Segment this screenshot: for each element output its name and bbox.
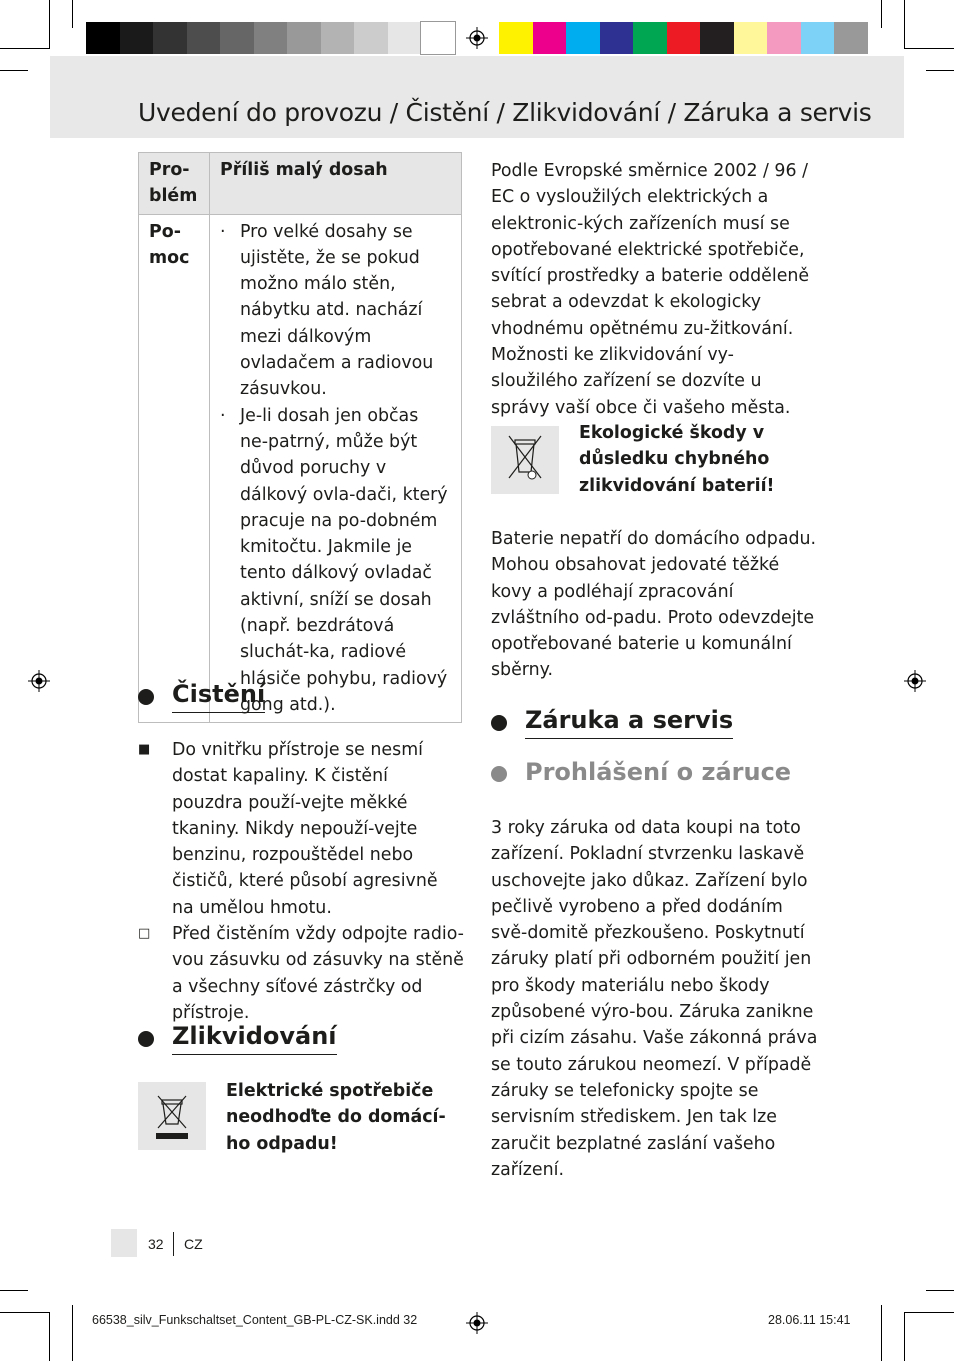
registration-mark-icon xyxy=(28,670,50,692)
crop-mark xyxy=(926,70,954,71)
gray-swatch xyxy=(254,22,288,54)
crop-mark xyxy=(904,1313,905,1361)
battery-paragraph: Baterie nepatří do domácího odpadu. Mohou obsahovat jedovaté těžké kovy a podléhají zpracování zvláštního od-padu. Proto odevzdejte opotřebované baterie u komunální sběrny. xyxy=(491,529,817,681)
disposal-warning: Elektrické spotřebiče neodhoďte do domácí-ho odpadu! xyxy=(226,1081,446,1154)
gray-swatch xyxy=(354,22,388,54)
color-swatch xyxy=(533,22,567,54)
gray-swatch xyxy=(388,22,422,54)
table-row xyxy=(139,153,462,215)
bullet-mark: · xyxy=(220,405,226,426)
page-number: 32 xyxy=(148,1236,164,1252)
warranty-subheading-text: Prohlášení o záruce xyxy=(525,758,792,786)
color-swatch xyxy=(700,22,734,54)
crop-mark xyxy=(72,1305,73,1361)
file-name: 66538_silv_Funkschaltset_Content_GB-PL-CZ-SK.indd 32 xyxy=(92,1313,418,1327)
gray-swatch xyxy=(220,22,254,54)
color-swatch xyxy=(834,22,868,54)
list-item xyxy=(138,921,464,1026)
help-cell xyxy=(210,214,462,723)
disposal-paragraph: Podle Evropské směrnice 2002 / 96 / EC o vysloužilých elektrických a elektronic-kých zařízeních musí se opotřebované elektrické spotřebiče, svítící prostředky a baterie odděleně sebrat a odevzdat k ekologicky vhodnému opětnému zu-žitkování. Možnosti ke zlikvidování vy-sloužilého zařízení se dozvíte u správy vaší obce či vašeho města. xyxy=(491,161,810,418)
gray-swatch xyxy=(153,22,187,54)
bullet-mark: · xyxy=(220,221,226,242)
crop-mark xyxy=(904,48,954,49)
color-swatch xyxy=(499,22,533,54)
gray-swatch xyxy=(187,22,221,54)
page-title: Uvedení do provozu / Čistění / Zlikvidování / Záruka a servis xyxy=(138,98,872,127)
cleaning-heading xyxy=(138,680,265,713)
help-label: Po- moc xyxy=(139,214,210,723)
color-swatch xyxy=(801,22,835,54)
bullet-text: Je-li dosah jen občas ne-patrný, může být důvod poruchy v dálkový ovla-dači, který pracuje na po-dobném kmitočtu. Jakmile je tento dálkový ovladač aktivní, sníží se dosah (např. bezdrátová sluchát-ka, radiové hlásiče pohybu, radiový gong atd.). xyxy=(240,405,448,715)
crop-mark xyxy=(926,1290,954,1291)
crop-mark xyxy=(0,70,28,71)
filled-square-icon: ■ xyxy=(138,742,151,757)
gray-swatch xyxy=(321,22,355,54)
crop-mark xyxy=(49,1313,50,1361)
warranty-heading xyxy=(491,706,733,739)
registration-mark-icon xyxy=(466,27,488,49)
battery-warning: Ekologické škody v důsledku chybného zlikvidování baterií! xyxy=(579,423,775,496)
crop-mark xyxy=(881,0,882,28)
list-item xyxy=(220,219,451,403)
cleaning-heading-text: Čistění xyxy=(172,680,265,713)
color-swatch xyxy=(566,22,600,54)
section-bullet-icon xyxy=(138,689,154,705)
problem-label: Pro- blém xyxy=(139,153,210,215)
color-swatch xyxy=(633,22,667,54)
problem-value: Příliš malý dosah xyxy=(210,153,462,215)
color-swatch xyxy=(600,22,634,54)
disposal-heading-text: Zlikvidování xyxy=(172,1022,337,1055)
print-date: 28.06.11 15:41 xyxy=(768,1313,851,1327)
list-item xyxy=(138,737,464,921)
gray-swatch xyxy=(120,22,154,54)
section-bullet-icon xyxy=(491,766,507,782)
crop-mark xyxy=(904,1312,954,1313)
crop-mark xyxy=(49,0,50,48)
list-item-text: Do vnitřku přístroje se nesmí dostat kapaliny. K čistění pouzdra použí-vejte měkké tkaniny. Nikdy nepouží-vejte benzinu, rozpouštědel nebo čističů, které působí agresivně na umělou hmotu. xyxy=(172,740,438,918)
crop-mark xyxy=(0,1312,50,1313)
color-swatch xyxy=(734,22,768,54)
table-row xyxy=(139,214,462,723)
gray-swatch xyxy=(86,22,120,54)
cleaning-list xyxy=(138,737,464,1026)
page-number-box xyxy=(111,1229,137,1257)
section-bullet-icon xyxy=(138,1031,154,1047)
color-swatch xyxy=(767,22,801,54)
crop-mark xyxy=(72,0,73,28)
footer-divider xyxy=(173,1232,174,1256)
bullet-text: Pro velké dosahy se ujistěte, že se pokud možno málo stěn, nábytku atd. nachází mezi dálkovým ovladačem a radiovou zásuvkou. xyxy=(240,221,434,400)
gray-swatch xyxy=(287,22,321,54)
empty-square-icon: □ xyxy=(138,926,151,942)
warranty-heading-text: Záruka a servis xyxy=(525,706,733,739)
crop-mark xyxy=(0,1290,28,1291)
crop-mark xyxy=(904,0,905,48)
list-item xyxy=(220,403,451,719)
troubleshooting-table xyxy=(138,152,462,723)
crossed-bin-battery-icon xyxy=(491,426,559,494)
crossed-bin-icon xyxy=(138,1082,206,1150)
language-code: CZ xyxy=(184,1236,203,1252)
registration-mark-icon xyxy=(466,1312,488,1334)
crop-mark xyxy=(0,48,50,49)
registration-mark-icon xyxy=(904,670,926,692)
section-bullet-icon xyxy=(491,715,507,731)
warranty-subheading xyxy=(491,758,791,790)
warranty-paragraph: 3 roky záruka od data koupi na toto zařízení. Pokladní stvrzenku laskavě uschovejte jako důkaz. Zařízení bylo pečlivě vyrobeno a před dodáním svě-domitě přezkoušeno. Poskytnutí záruky platí při odborném použití jen pro škody materiálu nebo škody způsobené výro-bou. Záruka zanikne při cizím zásahu. Vaše zákonná práva se touto zárukou neomezí. V případě záruky se telefonicky spojte se servisním střediskem. Jen tak lze zaručit bezplatné zaslání vašeho zařízení. xyxy=(491,818,818,1180)
gray-swatch xyxy=(421,22,455,54)
disposal-heading xyxy=(138,1022,337,1055)
color-swatch xyxy=(667,22,701,54)
list-item-text: Před čistěním vždy odpojte radio-vou zásuvku od zásuvky na stěně a všechny síťové zástrčky od přístroje. xyxy=(172,924,464,1023)
crop-mark xyxy=(881,1305,882,1361)
